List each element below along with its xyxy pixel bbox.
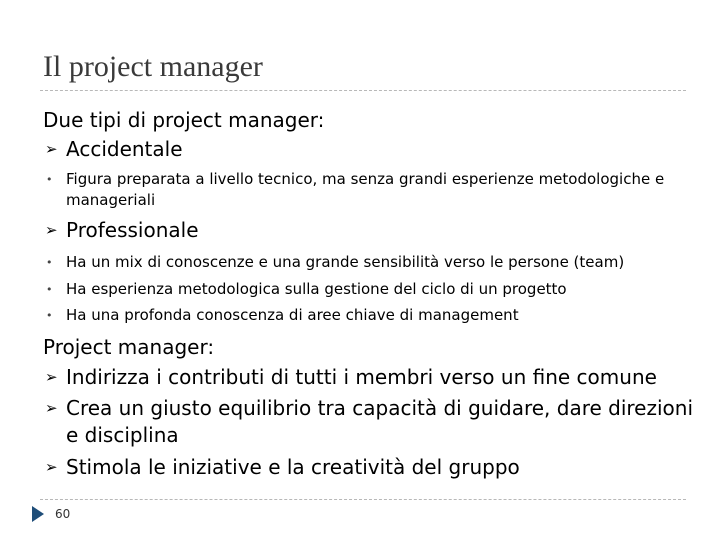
arrow-bullet-icon: ➢: [45, 399, 58, 417]
footer-triangle-icon: [32, 506, 44, 522]
arrow-bullet-icon: ➢: [45, 140, 58, 158]
dot-bullet-icon: •: [46, 173, 53, 186]
arrow-bullet-icon: ➢: [45, 458, 58, 476]
pm-heading: Project manager:: [43, 335, 215, 359]
slide-title: Il project manager: [43, 50, 263, 83]
page-number: 60: [55, 507, 71, 521]
intro-heading: Due tipi di project manager:: [43, 108, 325, 132]
arrow-bullet-icon: ➢: [45, 368, 58, 386]
dot-bullet-icon: •: [46, 309, 53, 322]
dot-bullet-icon: •: [46, 283, 53, 296]
title-divider: [40, 90, 686, 91]
footer-divider: [40, 499, 686, 500]
dot-bullet-icon: •: [46, 256, 53, 269]
arrow-bullet-icon: ➢: [45, 221, 58, 239]
